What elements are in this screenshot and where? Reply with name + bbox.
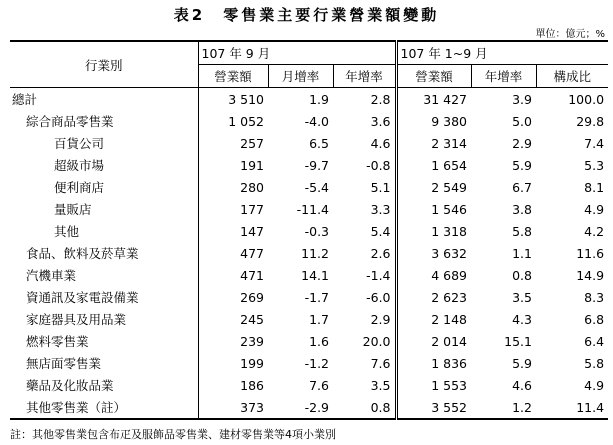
p1-yoy-cell: 2.8	[370, 91, 391, 107]
p2-sales-cell: 2 014	[396, 330, 471, 352]
p1-yoy-cell: 5.4	[370, 223, 391, 239]
p1-yoy-cell: 3.5	[370, 377, 391, 393]
table-row	[10, 154, 608, 176]
p1-sales-cell: 245	[240, 311, 264, 327]
p2-yoy-cell: 3.9	[512, 91, 532, 107]
p2-sales-cell: 1 654	[396, 154, 471, 176]
row-label: 家庭器具及用品業	[10, 308, 198, 330]
p1-sales-cell: 3 510	[228, 91, 264, 107]
p1-sales-cell: 147	[240, 223, 264, 239]
p2-share-cell: 8.3	[584, 289, 605, 305]
p2-share-cell: 14.9	[576, 267, 605, 283]
p2-share-cell: 100.0	[568, 91, 605, 107]
p2-yoy-cell: 6.7	[512, 179, 532, 195]
row-label: 百貨公司	[10, 132, 198, 154]
table-row	[10, 88, 608, 111]
p1-mom-cell: 1.9	[309, 91, 329, 107]
p1-mom-cell: -0.3	[304, 223, 329, 239]
p1-mom-cell: -2.9	[268, 396, 333, 419]
p1-mom-cell: 6.5	[309, 135, 329, 151]
p2-yoy-cell: 5.9	[512, 355, 532, 371]
p2-yoy-cell: 3.5	[512, 289, 532, 305]
table-row	[10, 198, 608, 220]
row-label: 食品、飲料及菸草業	[10, 242, 198, 264]
period1-header: 107 年 9 月	[198, 41, 396, 65]
row-label: 其他	[10, 220, 198, 242]
p2-sales-cell: 1 553	[396, 374, 471, 396]
row-label: 超級市場	[10, 154, 198, 176]
row-label: 便利商店	[10, 176, 198, 198]
table-row	[10, 264, 608, 286]
p2-share-cell: 7.4	[584, 135, 605, 151]
p1-yoy-cell: -0.8	[366, 157, 391, 173]
p2-yoy-cell: 1.2	[471, 396, 536, 419]
p1-mom-cell: -9.7	[304, 157, 329, 173]
table-row	[10, 374, 608, 396]
table-row	[10, 220, 608, 242]
period2-header: 107 年 1~9 月	[396, 41, 608, 65]
p2-share-cell: 4.2	[584, 223, 605, 239]
footnote: 註：其他零售業包含布疋及服飾品零售業、建材零售業等4項小業別	[10, 428, 336, 441]
p2-sales-cell: 1 318	[396, 220, 471, 242]
p2-sales-cell: 2 549	[396, 176, 471, 198]
p1-yoy-cell: 5.1	[370, 179, 391, 195]
p1-sales-cell: 239	[240, 333, 264, 349]
p2-yoy-cell: 3.8	[512, 201, 532, 217]
p1-mom-cell: 7.6	[309, 377, 329, 393]
p1-yoy-cell: -6.0	[366, 289, 391, 305]
p2-share-cell: 6.4	[584, 333, 605, 349]
row-label: 汽機車業	[10, 264, 198, 286]
p2-sales-cell: 2 623	[396, 286, 471, 308]
p2-yoy-cell: 0.8	[512, 267, 532, 283]
p1-yoy-header: 年增率	[333, 65, 396, 88]
table-row	[10, 176, 608, 198]
row-label: 無店面零售業	[10, 352, 198, 374]
p1-yoy-cell: 7.6	[370, 355, 391, 371]
p2-sales-cell: 9 380	[396, 110, 471, 132]
table-row	[10, 330, 608, 352]
p2-yoy-cell: 2.9	[512, 135, 532, 151]
table-row	[10, 242, 608, 264]
p2-share-cell: 8.1	[584, 179, 605, 195]
p1-sales-cell: 477	[240, 245, 264, 261]
p2-share-cell: 6.8	[584, 311, 605, 327]
p2-yoy-cell: 5.0	[512, 113, 532, 129]
p1-yoy-cell: 3.3	[370, 201, 391, 217]
p2-yoy-cell: 15.1	[504, 333, 532, 349]
p1-mom-cell: -5.4	[304, 179, 329, 195]
table-row	[10, 396, 608, 419]
row-label: 藥品及化妝品業	[10, 374, 198, 396]
p2-yoy-header: 年增率	[471, 65, 536, 88]
p2-share-cell: 4.9	[584, 377, 605, 393]
p1-mom-cell: -4.0	[304, 113, 329, 129]
p1-mom-cell: 11.2	[301, 245, 329, 261]
p1-yoy-cell: -1.4	[366, 267, 391, 283]
p2-yoy-cell: 4.6	[512, 377, 532, 393]
p2-share-cell: 29.8	[576, 113, 605, 129]
table-row	[10, 286, 608, 308]
table-row	[10, 110, 608, 132]
row-label: 資通訊及家電設備業	[10, 286, 198, 308]
p2-yoy-cell: 1.1	[512, 245, 532, 261]
retail-sales-table	[10, 40, 608, 420]
p1-sales-cell: 191	[240, 157, 264, 173]
p2-share-cell: 11.4	[536, 396, 608, 419]
p1-sales-cell: 269	[240, 289, 264, 305]
p2-sales-header: 營業額	[396, 65, 471, 88]
row-label: 其他零售業（註）	[10, 396, 198, 419]
p2-sales-cell: 4 689	[396, 264, 471, 286]
p2-share-cell: 5.3	[584, 157, 605, 173]
category-header: 行業別	[10, 41, 198, 88]
p1-mom-cell: 1.7	[309, 311, 329, 327]
p2-share-cell: 11.6	[576, 245, 605, 261]
p2-sales-cell: 2 148	[396, 308, 471, 330]
p2-sales-cell: 3 552	[396, 396, 471, 419]
row-label: 綜合商品零售業	[10, 110, 198, 132]
unit-label: 單位：億元；%	[535, 29, 605, 40]
p2-yoy-cell: 5.9	[512, 157, 532, 173]
table-row	[10, 132, 608, 154]
p2-share-cell: 5.8	[584, 355, 605, 371]
row-label: 總計	[10, 88, 198, 111]
p1-yoy-cell: 4.6	[370, 135, 391, 151]
p2-sales-cell: 2 314	[396, 132, 471, 154]
p1-yoy-cell: 0.8	[333, 396, 396, 419]
p2-sales-cell: 1 836	[396, 352, 471, 374]
p1-yoy-cell: 2.9	[370, 311, 391, 327]
p1-sales-cell: 1 052	[228, 113, 264, 129]
p1-sales-cell: 373	[198, 396, 268, 419]
p1-yoy-cell: 3.6	[370, 113, 391, 129]
p1-sales-cell: 186	[240, 377, 264, 393]
p1-sales-header: 營業額	[198, 65, 268, 88]
p1-sales-cell: 471	[240, 267, 264, 283]
table-title: 表2 零售業主要行業營業額變動	[173, 6, 440, 24]
p1-sales-cell: 199	[240, 355, 264, 371]
p1-mom-cell: 14.1	[301, 267, 329, 283]
table-row	[10, 352, 608, 374]
p2-share-cell: 4.9	[584, 201, 605, 217]
p1-sales-cell: 280	[240, 179, 264, 195]
p2-yoy-cell: 5.8	[512, 223, 532, 239]
p2-sales-cell: 31 427	[396, 88, 471, 111]
p2-sales-cell: 3 632	[396, 242, 471, 264]
p1-mom-header: 月增率	[268, 65, 333, 88]
p1-mom-cell: -1.7	[304, 289, 329, 305]
p2-share-header: 構成比	[536, 65, 608, 88]
row-label: 燃料零售業	[10, 330, 198, 352]
p1-mom-cell: -11.4	[296, 201, 329, 217]
p1-mom-cell: 1.6	[309, 333, 329, 349]
p1-yoy-cell: 2.6	[370, 245, 391, 261]
p2-sales-cell: 1 546	[396, 198, 471, 220]
table-row	[10, 308, 608, 330]
p1-sales-cell: 177	[240, 201, 264, 217]
p1-mom-cell: -1.2	[304, 355, 329, 371]
row-label: 量販店	[10, 198, 198, 220]
p1-yoy-cell: 20.0	[362, 333, 391, 349]
p1-sales-cell: 257	[240, 135, 264, 151]
p2-yoy-cell: 4.3	[512, 311, 532, 327]
